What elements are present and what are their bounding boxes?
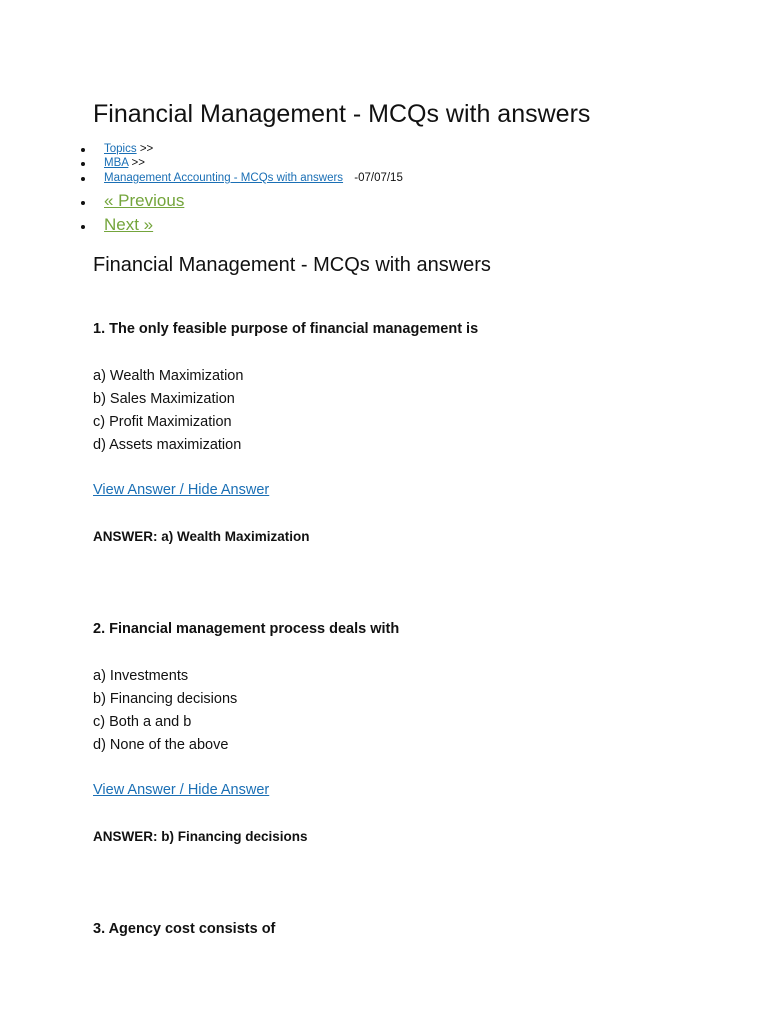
- option: d) Assets maximization: [93, 437, 242, 454]
- pager: [93, 189, 733, 237]
- previous-link[interactable]: « Previous: [104, 191, 185, 211]
- option: a) Investments: [93, 668, 189, 685]
- option: c) Profit Maximization: [93, 414, 232, 431]
- section-title: Financial Management - MCQs with answers: [93, 254, 491, 277]
- breadcrumb-link-management-accounting[interactable]: Management Accounting - MCQs with answers: [104, 171, 344, 184]
- question-1-options: [93, 365, 733, 457]
- breadcrumb-link-mba[interactable]: MBA: [104, 157, 129, 170]
- option: a) Wealth Maximization: [93, 368, 244, 385]
- answer-1: ANSWER: a) Wealth Maximization: [93, 529, 310, 545]
- option: c) Both a and b: [93, 714, 192, 731]
- option: b) Sales Maximization: [93, 391, 235, 408]
- next-link[interactable]: Next »: [104, 215, 154, 235]
- breadcrumb: [93, 142, 733, 185]
- pager-item-previous: [93, 189, 733, 213]
- question-2-options: [93, 665, 733, 757]
- pager-item-next: [93, 213, 733, 237]
- breadcrumb-item-topics: [93, 142, 733, 156]
- view-answer-toggle-2[interactable]: View Answer / Hide Answer: [93, 782, 270, 799]
- question-3: 3. Agency cost consists of: [93, 921, 276, 938]
- page-title: Financial Management - MCQs with answers: [93, 100, 591, 128]
- question-1: 1. The only feasible purpose of financial management is: [93, 321, 479, 338]
- answer-2: ANSWER: b) Financing decisions: [93, 829, 308, 845]
- post-date: -07/07/15: [354, 171, 403, 184]
- article: [93, 96, 733, 939]
- breadcrumb-separator: >>: [131, 157, 145, 170]
- breadcrumb-link-topics[interactable]: Topics: [104, 143, 137, 155]
- breadcrumb-item-management-accounting: [93, 171, 733, 185]
- view-answer-toggle-1[interactable]: View Answer / Hide Answer: [93, 482, 270, 499]
- question-2: 2. Financial management process deals with: [93, 621, 400, 638]
- breadcrumb-item-mba: [93, 156, 733, 170]
- option: d) None of the above: [93, 737, 229, 754]
- option: b) Financing decisions: [93, 691, 238, 708]
- breadcrumb-separator: >>: [139, 143, 154, 155]
